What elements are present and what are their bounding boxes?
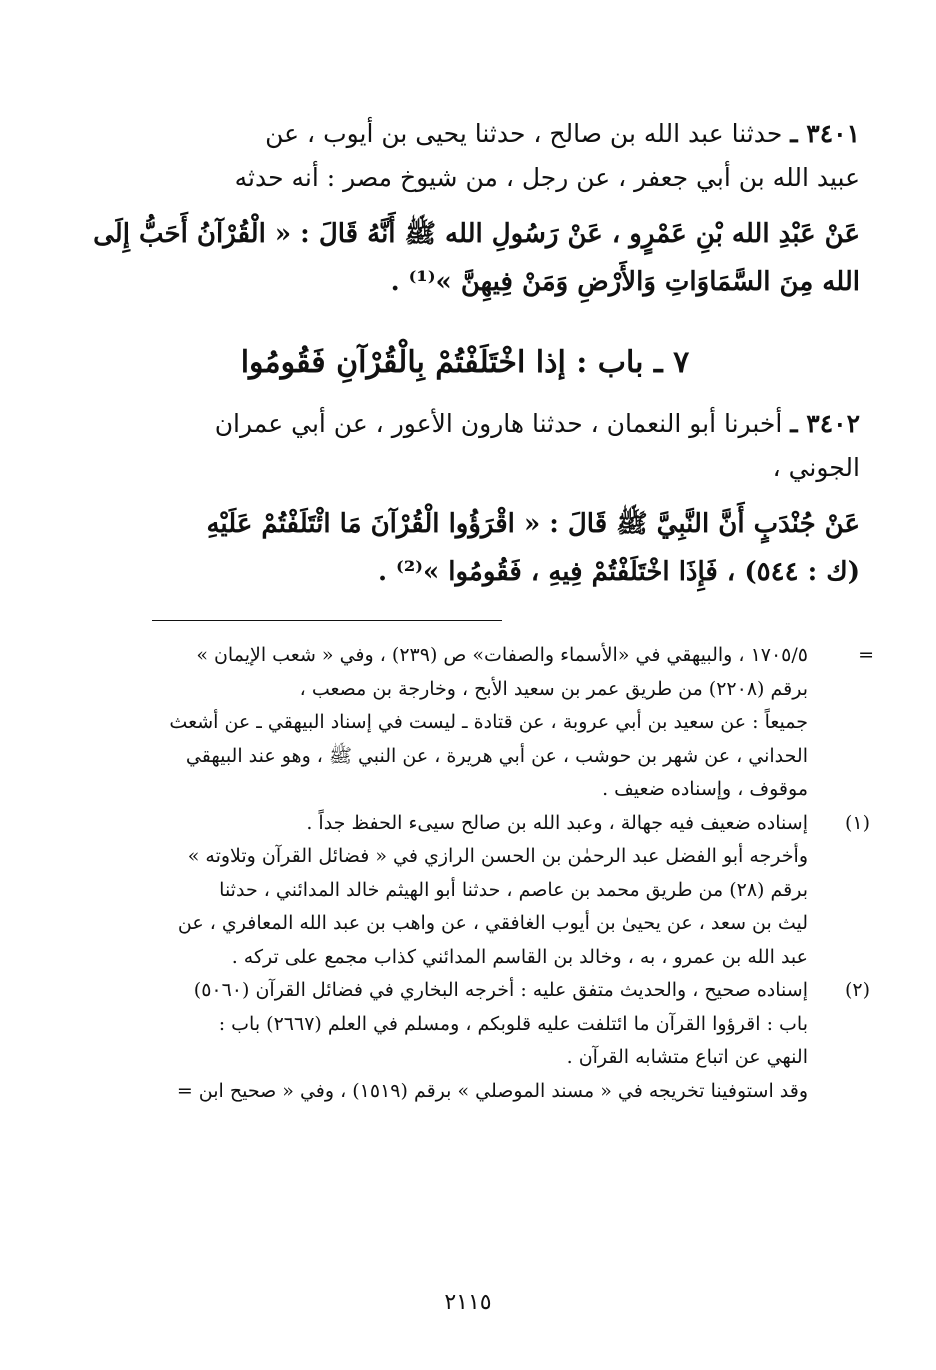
page-body <box>70 112 874 1108</box>
footnote-2-line-3: النهي عن اتباع متشابه القرآن . <box>566 1046 808 1068</box>
footnote-continuation-line-3: جميعاً : عن سعيد بن أبي عروبة ، عن قتادة ـ ليست في إسناد البيهقي ـ عن أشعث <box>169 711 808 733</box>
hadith-3402 <box>70 402 860 596</box>
footnote-continuation <box>70 639 874 807</box>
hadith-3402-text-line-1: عَنْ جُنْدَبٍ أَنَّ النَّبِيَّ ﷺ قَالَ : « اقْرَؤُوا الْقُرْآنَ مَا ائْتَلَفْتُمْ عَلَيْهِ <box>206 509 860 539</box>
footnote-continuation-line-2: برقم (٢٢٠٨) من طريق عمر بن سعيد الأبح ، وخارجة بن مصعب ، <box>299 677 808 700</box>
footnotes <box>70 639 874 1108</box>
footnote-1-line-1: إسناده ضعيف فيه جهالة ، وعبد الله بن صالح سيىء الحفظ جداً . <box>306 811 808 834</box>
footnote-1-line-2: وأخرجه أبو الفضل عبد الرحمٰن بن الحسن الرازي في « فضائل القرآن وتلاوته » <box>187 845 808 867</box>
footnote-continuation-line-5: موقوف ، وإسناده ضعيف . <box>602 778 808 800</box>
chapter-heading: ٧ ـ باب : إذا اخْتَلَفْتُمْ بِالْقُرْآنِ فَقُومُوا <box>240 345 690 380</box>
footnote-continuation-line-4: الحداني ، عن شهر بن حوشب ، عن أبي هريرة ، عن النبي ﷺ ، وهو عند البيهقي <box>185 744 808 767</box>
continuation-marker: = <box>858 644 874 666</box>
hadith-3402-number: ٣٤٠٢ ـ <box>790 409 860 438</box>
hadith-3401-number: ٣٤٠١ ـ <box>790 119 860 148</box>
hadith-3401-text-line-2: الله مِنَ السَّمَاوَاتِ وَالأَرْضِ وَمَنْ فِيهِنَّ »⁽¹⁾ . <box>390 267 860 297</box>
footnote-1-line-4: ليث بن سعد ، عن يحيىٰ بن أيوب الغافقي ، عن واهب بن عبد الله المعافري ، عن <box>177 912 808 934</box>
footnote-1 <box>70 807 870 975</box>
hadith-3401 <box>70 112 860 306</box>
footnote-2-line-2: باب : اقرؤوا القرآن ما ائتلفت عليه قلوبكم ، ومسلم في العلم (٢٦٦٧) باب : <box>218 1012 808 1035</box>
hadith-3401-isnad-1: حدثنا عبد الله بن صالح ، حدثنا يحيى بن أيوب ، عن <box>265 119 783 148</box>
footnote-2-line-4: وقد استوفينا تخريجه في « مسند الموصلي » برقم (١٥١٩) ، وفي « صحيح ابن = <box>176 1079 808 1102</box>
hadith-3402-text-line-2: (ك : ٥٤٤) ، فَإِذَا اخْتَلَفْتُمْ فِيهِ ، فَقُومُوا »⁽²⁾ . <box>377 557 860 587</box>
footnote-continuation-line-1: ١٧٠٥/٥ ، والبيهقي في «الأسماء والصفات» ص (٢٣٩) ، وفي « شعب الإيمان » <box>196 644 808 666</box>
hadith-3402-isnad-line-1 <box>70 402 860 446</box>
page-number: ٢١١٥ <box>444 1290 492 1315</box>
hadith-3402-isnad-1: أخبرنا أبو النعمان ، حدثنا هارون الأعور ، عن أبي عمران <box>214 409 783 438</box>
footnote-separator-wrap <box>70 620 860 621</box>
footnote-1-line-3: برقم (٢٨) من طريق محمد بن عاصم ، حدثنا أبو الهيثم خالد المدائني ، حدثنا <box>219 878 808 901</box>
hadith-3401-isnad-line-2: عبيد الله بن أبي جعفر ، عن رجل ، من شيوخ مصر : أنه حدثه <box>234 163 860 192</box>
hadith-3402-isnad-line-2: الجوني ، <box>772 453 860 482</box>
hadith-3401-isnad-line-1 <box>70 112 860 156</box>
footnote-1-line-5: عبد الله بن عمرو ، به ، وخالد بن القاسم المدائني كذاب مجمع على تركه . <box>231 945 808 968</box>
footnote-2 <box>70 974 870 1108</box>
footnote-2-line-1: إسناده صحيح ، والحديث متفق عليه : أخرجه البخاري في فضائل القرآن (٥٠٦٠) <box>193 979 808 1001</box>
hadith-3401-text-line-1: عَنْ عَبْدِ الله بْنِ عَمْرٍو ، عَنْ رَسُولِ الله ﷺ أَنَّهُ قَالَ : « الْقُرْآنُ أَحَبُّ إِلَى <box>93 219 860 249</box>
footnote-2-marker: (٢) <box>844 979 870 1001</box>
footnote-1-marker: (١) <box>844 811 870 834</box>
footnote-separator <box>152 620 502 621</box>
